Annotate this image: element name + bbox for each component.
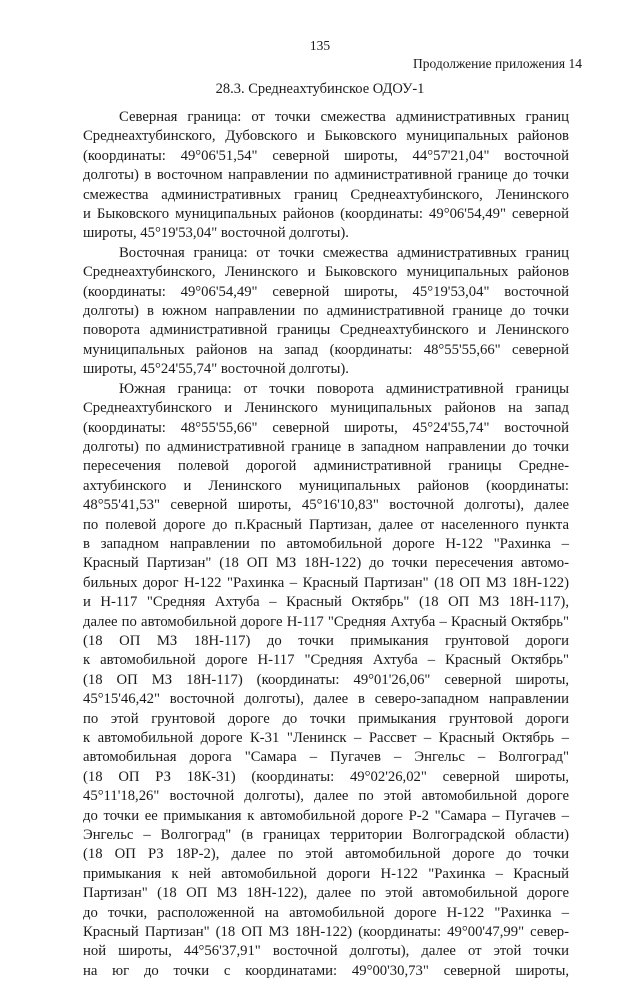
text-line: на юг до точки с координатами: 49°00'30,73" северной широты,: [83, 962, 569, 979]
text-line: по этой грунтовой дороге до точки примыкания грунтовой дороги: [83, 710, 569, 727]
section-title: 28.3. Среднеахтубинское ОДОУ-1: [215, 81, 425, 97]
text-line: Северная граница: от точки смежества административных границ: [119, 109, 569, 125]
text-line: 45°15'46,42" восточной долготы), далее в северо-западном направлении: [83, 691, 569, 708]
page-number: 135: [309, 38, 331, 53]
text-line: широты, 45°24'55,74" восточной долготы).: [83, 361, 349, 378]
text-line: ной широты, 44°56'37,91" восточной долготы), далее от этой точки: [83, 943, 569, 960]
text-line: Южная граница: от точки поворота административной границы: [119, 380, 569, 397]
text-line: смежества административных границ Среднеахтубинского, Ленинского: [83, 186, 569, 203]
text-line: долготы) в восточном направлении по административной границе до точки: [83, 167, 569, 184]
text-line: долготы) в южном направлении по административной границе до точки: [83, 303, 569, 320]
text-line: (координаты: 49°06'54,49" северной широты, 45°19'53,04" восточной: [83, 283, 569, 300]
text-line: (18 ОП МЗ 18Н-117) до точки примыкания грунтовой дороги: [83, 632, 569, 649]
text-line: (координаты: 49°06'51,54" северной широты, 44°57'21,04" восточной: [83, 147, 569, 164]
text-line: к автомобильной дороге К-31 "Ленинск – Рассвет – Красный Октябрь –: [83, 730, 569, 746]
text-line: (18 ОП РЗ 18Р-2), далее по этой автомобильной дороге до точки: [83, 846, 569, 863]
text-line: Красный Партизан" (18 ОП МЗ 18Н-122) до точки пересечения автомо-: [83, 555, 569, 572]
text-line: 45°11'18,26" восточной долготы), далее по этой автомобильной дороге: [83, 788, 569, 805]
text-line: Среднеахтубинского и Ленинского муниципальных районов на запад: [83, 400, 569, 417]
text-line: бильных дорог Н-122 "Рахинка – Красный Партизан" (18 ОП МЗ 18Н-122): [83, 574, 569, 591]
text-line: ахтубинского и Ленинского муниципальных районов (координаты:: [83, 477, 569, 494]
text-line: примыкания к ней автомобильной дороги Н-122 "Рахинка – Красный: [83, 865, 569, 882]
text-line: (18 ОП РЗ 18К-31) (координаты: 49°02'26,02" северной широты,: [83, 768, 569, 785]
text-line: Партизан" (18 ОП МЗ 18Н-122), далее по этой автомобильной дороге: [83, 885, 569, 902]
text-line: автомобильная дорога "Самара – Пугачев – Энгельс – Волгоград": [83, 749, 569, 766]
text-line: широты, 45°19'53,04" восточной долготы).: [83, 225, 349, 242]
body-text: [83, 108, 569, 981]
text-line: далее по автомобильной дороге Н-117 "Средняя Ахтуба – Красный Октябрь": [83, 613, 569, 630]
text-line: в западном направлении по автомобильной дороге Н-122 "Рахинка –: [83, 535, 569, 552]
text-line: (18 ОП МЗ 18Н-117) (координаты: 49°01'26,06" северной широты,: [83, 671, 569, 688]
text-line: Энгельс – Волгоград" (в границах территории Волгоградской области): [83, 827, 569, 844]
text-line: поворота административной границы Среднеахтубинского и Ленинского: [83, 322, 569, 339]
text-line: и Быковского муниципальных районов (координаты: 49°06'54,49" северной: [83, 206, 569, 223]
text-line: Красный Партизан" (18 ОП МЗ 18Н-122) (координаты: 49°00'47,99" север-: [83, 924, 569, 941]
text-line: к автомобильной дороге Н-117 "Средняя Ахтуба – Красный Октябрь": [83, 652, 569, 669]
text-line: пересечения полевой дорогой административной границы Средне-: [83, 458, 569, 475]
text-line: до точки ее примыкания к автомобильной дороге Р-2 "Самара – Пугачев –: [83, 807, 569, 824]
text-line: долготы) по административной границе в западном направлении до точки: [83, 438, 569, 455]
appendix-continuation-note: Продолжение приложения 14: [412, 56, 582, 71]
text-line: муниципальных районов на запад (координаты: 48°55'55,66" северной: [83, 341, 569, 358]
text-line: 48°55'41,53" северной широты, 45°16'10,83" восточной долготы), далее: [83, 497, 569, 514]
text-line: до точки, расположенной на автомобильной дороге Н-122 "Рахинка –: [83, 904, 569, 921]
text-line: по полевой дороге до п.Красный Партизан, далее от населенного пункта: [83, 516, 569, 533]
text-line: Среднеахтубинского, Дубовского и Быковского муниципальных районов: [83, 128, 569, 145]
text-line: (координаты: 48°55'55,66" северной широты, 45°24'55,74" восточной: [83, 419, 569, 436]
text-line: Среднеахтубинского, Ленинского и Быковского муниципальных районов: [83, 264, 569, 281]
text-line: Восточная граница: от точки смежества административных границ: [119, 244, 569, 261]
text-line: и Н-117 "Средняя Ахтуба – Красный Октябрь" (18 ОП МЗ 18Н-117),: [83, 594, 569, 611]
